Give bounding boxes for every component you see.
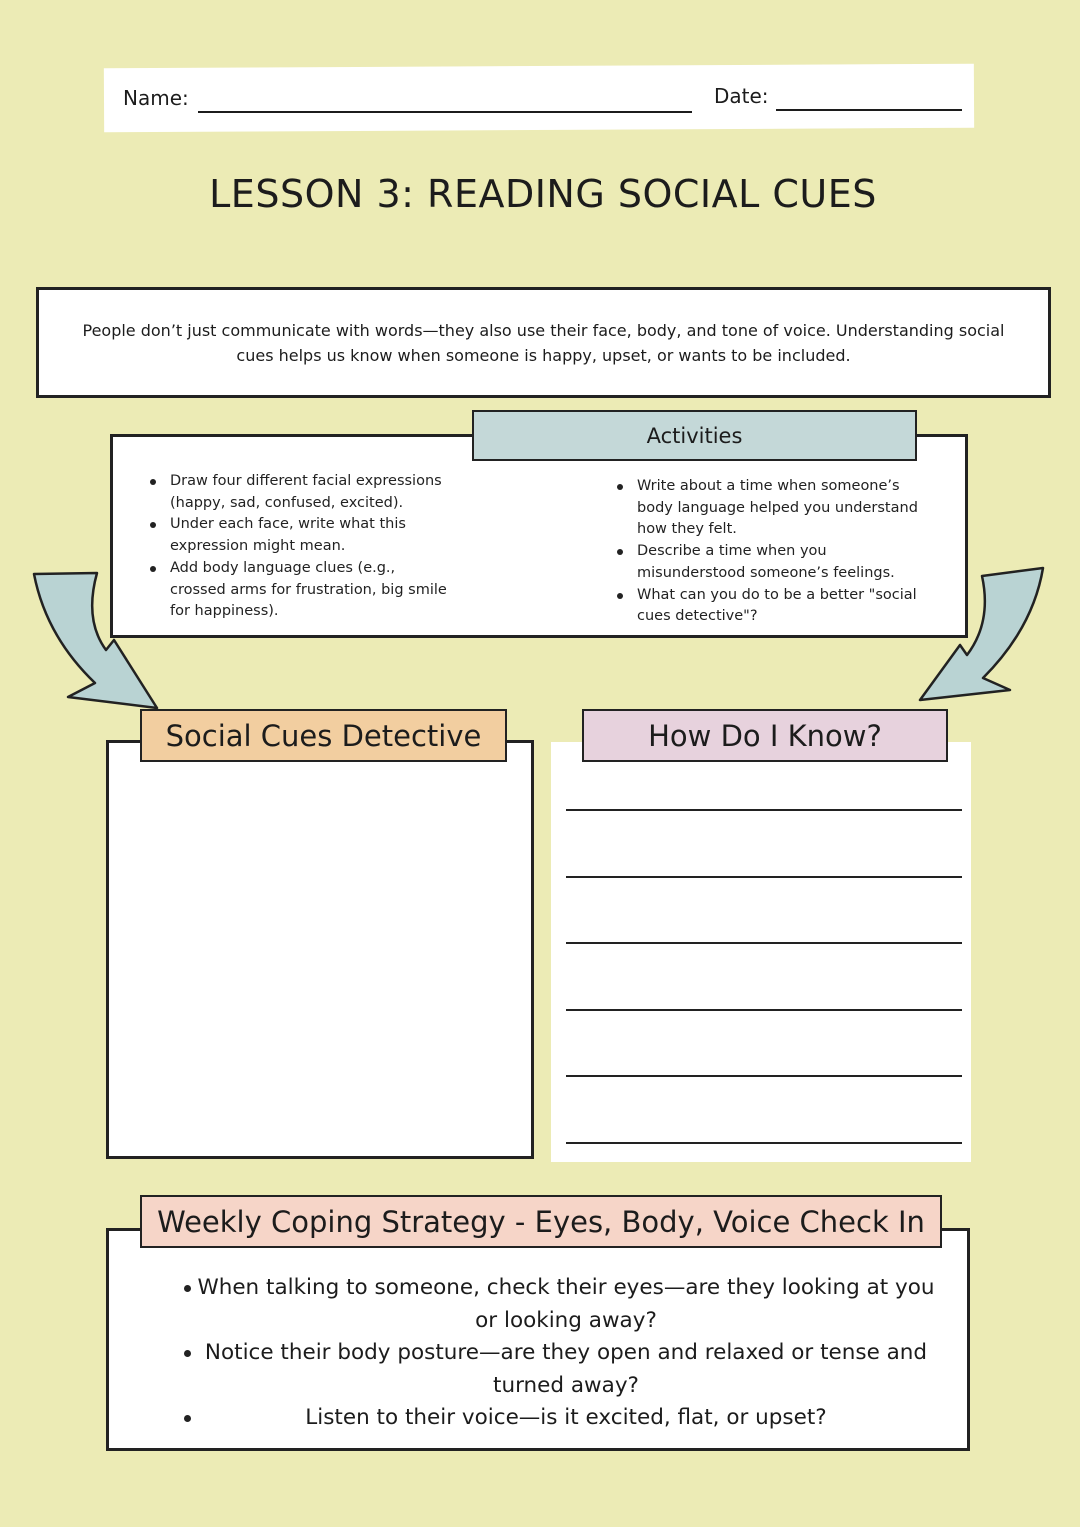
list-item: What can you do to be a better "social cues detective"?: [615, 585, 935, 628]
date-label: Date:: [714, 84, 769, 108]
list-item: Write about a time when someone’s body language helped you understand how they felt.: [615, 476, 935, 541]
how-know-heading: How Do I Know?: [582, 709, 948, 762]
intro-text: People don’t just communicate with words—they also use their face, body, and tone of voice. Understanding social cues helps us know when someone is happy, upset, or wants to be included.: [82, 320, 1005, 365]
date-field[interactable]: [776, 109, 962, 111]
activities-right-list: [615, 476, 935, 628]
list-item: Notice their body posture—are they open and relaxed or tense and turned away?: [176, 1337, 936, 1402]
weekly-heading: Weekly Coping Strategy - Eyes, Body, Voice Check In: [140, 1195, 942, 1248]
name-label: Name:: [123, 86, 189, 110]
list-item: Listen to their voice—is it excited, flat, or upset?: [176, 1402, 936, 1435]
list-item: Draw four different facial expressions (happy, sad, confused, excited).: [148, 471, 448, 514]
activities-left-list: [148, 471, 448, 623]
writing-line[interactable]: [566, 809, 962, 811]
weekly-list: [176, 1272, 936, 1435]
drawing-area[interactable]: [106, 740, 534, 1159]
writing-line[interactable]: [566, 1009, 962, 1011]
activities-heading: Activities: [472, 410, 917, 461]
list-item: Under each face, write what this expression might mean.: [148, 514, 448, 557]
header-strip: [104, 64, 974, 133]
intro-box: [36, 287, 1051, 398]
writing-line[interactable]: [566, 1075, 962, 1077]
list-item: Describe a time when you misunderstood someone’s feelings.: [615, 541, 935, 584]
writing-area[interactable]: [551, 742, 971, 1162]
writing-line[interactable]: [566, 942, 962, 944]
page-title: LESSON 3: READING SOCIAL CUES: [209, 172, 877, 216]
list-item: Add body language clues (e.g., crossed arms for frustration, big smile for happiness).: [148, 558, 448, 623]
detective-heading: Social Cues Detective: [140, 709, 507, 762]
writing-line[interactable]: [566, 1142, 962, 1144]
list-item: When talking to someone, check their eyes—are they looking at you or looking away?: [176, 1272, 936, 1337]
name-field[interactable]: [198, 111, 692, 113]
writing-line[interactable]: [566, 876, 962, 878]
